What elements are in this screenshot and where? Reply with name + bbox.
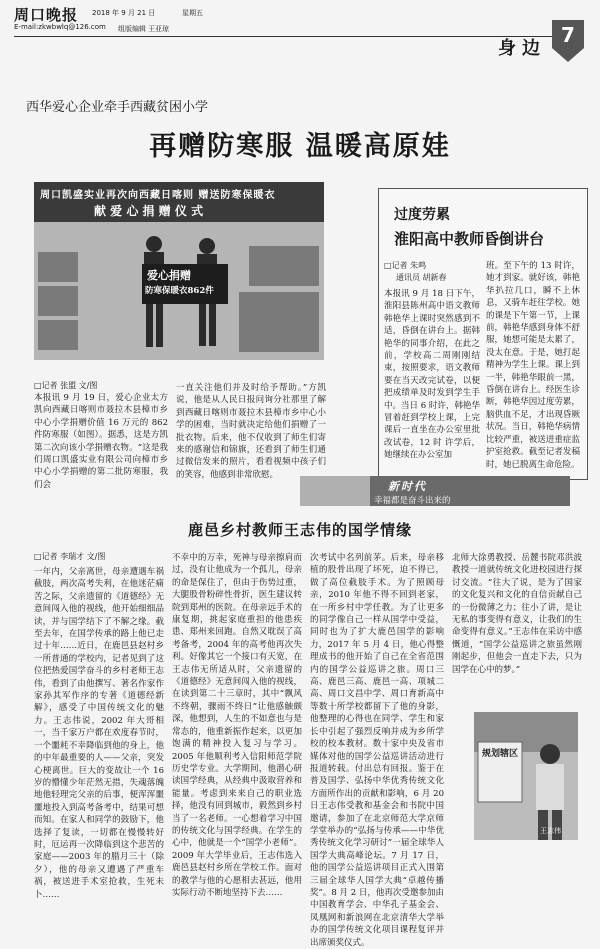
masthead-email: E-mail:zkwbwlq@126.com — [14, 23, 106, 31]
page-number: 7 — [561, 23, 575, 47]
article2-body-col2: 不幸中的万幸，死神与母亲擦肩而过，没有让他成为一个孤儿，母亲的命是保住了，但由于伤势过重，大腿股骨粉碎性骨折，医生建议转院到郑州的医院。在母亲远手术的康复期，挑起家庭重担的他患疾患、郑州来回跑。自然又耽误了高考备考，2004 年的高考他再次失利。好像其它一个接口有天宽，在王志伟无所适从时，父亲遗留的《道德经》无意间闯入他的视线，在读到第二十三章时，其中“飘风不终朝，骤雨不终日”让他感触颇深，他想到，人生的不如意也与是常态的，他重新振作起来，以更加饱满的精神投入复习与学习。2005 年他顺利考入信阳师范学院历史学专业。大学期间，他潜心研读国学经典，从经典中汲取营养和能量。考虑到来来自己的职业选择，他没有回到城市，毅然到乡村当了一名老师。一心想着学习中国的传统文化与国学经典。在学生的心中，他就是一个“国学小老师”。2009 年大学毕业后，王志伟选入鹿邑县赵村乡所在学校工作。面对的教学与他的心愿相去甚远，他用实际行动不断地坚持下去…… — [172, 553, 302, 898]
photo-backdrop-line2: 献 爱 心 捐 赠 仪 式 — [94, 204, 204, 218]
article2-photo — [474, 712, 578, 840]
article2-photo-credit: 王志伟 — [540, 827, 561, 835]
photo-sign-line1: 爱心捐赠 — [147, 269, 191, 282]
sidebar-subtitle: 淮阳高中教师昏倒讲台 — [394, 230, 545, 248]
sidebar-body-col1: 本报讯 9 月 18 日下午，淮阳县陈州高中语文教师韩艳华上课时突然感到不适，昏倒在讲台上。据韩艳华的同事介绍，在此之前，学校高二周刚刚结束，按照要求，语文教师要在当天改完试卷，以便把成绩单及时发到学生手中。当日 6 时许，韩艳华冒着赶到学校上课，上完课后一直坐在办公室里批改试卷，12 时 许学后，她继续在办公室加 — [384, 289, 480, 461]
sidebar-byline-2: 通讯员 胡新春 — [396, 273, 447, 282]
banner-slogan: 幸福都是奋斗出来的 — [374, 496, 451, 506]
photo-backdrop-line1: 周口凯盛实业再次向西藏日喀则 赠送防寒保暖衣 — [40, 190, 276, 201]
article1-headline: 再赠防寒服 温暖高原娃 — [149, 131, 451, 162]
photo2-sign-text: 规划辖区 — [482, 749, 519, 759]
article1-body-col2: 一直关注他们并及时给予帮助。”方凯说，他是从人民日报问询分社那里了解到西藏日喀则市聂拉木县樟市乡中心小学的困难，当时就决定给他们捐赠了一批衣物。后来，他不仅收到了师生们寄来的感谢信和锦旗，还看到了师生们通过微信发来的照片，看看视频中孩子们的笑容，他感到非常欣慰。 — [176, 383, 326, 480]
photo-sign-line2: 防寒保暖衣862件 — [145, 286, 214, 296]
newspaper-logo: 周口晚报 — [14, 6, 79, 24]
article2-body-col4: 北师大徐勇教授、岳麓书院邓洪波教授一道就传统文化进校园进行探讨交流。“往大了说，是为了国家的文化复兴和文化的自信贡献自己的一份微薄之力；往小了讲，是让无私的事变得有意义，让我们的生命变得有意义。”王志伟在采访中感慨道，“国学公益巡讲之旅虽然刚刚起步，但他会一直走下去，只为国学在心中的梦。” — [452, 553, 582, 675]
article2-body-col1: 一年内，父亲离世，母亲遭遇车祸截肢，两次高考失利，在他迷茫痛苦之际，父亲遗留的《道德经》无意间闯入他的视线，他开始细细品读，并与国学结下了不解之缘。截至去年，在国学传承的路上他已走过十年……近日，在鹿邑县赵村乡一所普通的学校内，记者见到了这位把热爱国学奋斗的乡村老师王志伟，看到了由他撰写、著名作家作家孙其军作序的专著《道德经新解》，感受了中国传统文化的魅力。王志伟说，2002 年大哥相一，当千家万户都在欢度春节时，一个噩耗不幸降临到他的身上，他的中年最重要的人——父亲，突发心梗离世。巨大的变故让一个 16 岁的懵懂少年茫然无措，失魂落魄地他轻理完父亲的后事，便浑浑噩噩地投入到高考备考中，结果可想而知。在家人和同学的鼓励下，他选择了复读，一切都在慢慢转好时，厄运再一次降临到这个悲苦的家庭——2003 年的腊月三十（除夕），他的母亲又遭遇了严重车祸，被送进手术室抢救，生死未卜…… — [34, 567, 164, 900]
issue-weekday: 星期五 — [182, 9, 203, 17]
article2-byline: □记者 李瑞才 文/图 — [34, 552, 106, 561]
article2-headline: 鹿邑乡村教师王志伟的国学情缘 — [187, 521, 412, 539]
sidebar-byline: □记者 朱鸣 — [384, 261, 427, 270]
article1-body-col1: 本报讯 9 月 19 日，爱心企业太方凯向西藏日喀则市聂拉木县樟市乡中心小学捐赠价值 16 万元的 862 件防寒服（如图）。据悉，这是方凯第二次向该小学捐赠衣物。“这是我们周口凯盛实业有限公司向樟市乡中心小学捐赠的第二批防寒服，我们会 — [34, 393, 168, 490]
issue-date: 2018 年 9 月 21 日 — [92, 9, 156, 17]
article1-subhead: 西华爱心企业牵手西藏贫困小学 — [26, 100, 209, 115]
sidebar-body-col2: 班。至下午的 13 时许，她才到家。就好该，韩艳华扒拉几口，瞬不上休息，又骑车赶往学校。她的课是下午第一节，上课前，韩艳华感到身体不舒服，她想可能是太累了，没太在意。于是，她打起精神为学生上课。课上到一半，韩艳华眼前一黑，昏倒在讲台上。经医生诊断，韩艳华因过度劳累，脑供血不足，才出现昏厥状况。当日，韩艳华病情比较严重，被送进重症监护室抢救。截至记者发稿时，她已脱离生命危险。 — [486, 261, 580, 470]
section-name: 身边 — [498, 38, 546, 59]
article2-body-col3: 次考试中名列前茅。后来，母亲移植的股骨出现了坏死，迫不得已，做了高位截肢手术。为了照顾母亲，2010 年他不得不回到老家，在一所乡村中学任教。为了让更多的同学像自己一样从国学中受益，同时也为了扩大鹿邑国学的影响力，2017 年 5 月 4 日，他心得整理成书的他开始了自己在全省范围内的国学公益巡讲之旅。周口三高、鹿邑三高、鹿邑一高、项城二高、周口文昌中学、周口育新高中等数十所学校都留下了他的身影，他整理的心得也在同学、学生和家长中引起了强烈反响并成为乡所学校的校本教材。数十家中央及省市媒体对他的国学公益巡讲活动进行报道转载。付出总有回报。鉴于在普及国学、弘扬中华优秀传统文化方面所作出的贡献和影响，6 月 20 日王志伟受教和基金会和书院中国邀请，参加了在北京师范大学京师学堂举办的“弘扬与传承——中华优秀传统文化学习研讨”一届全球华人国学大典高峰论坛。7 月 17 日，他的国学公益巡讲项目正式入围第三届全球华人国学大典“卓越传播奖”。8 月 2 日，他再次受邀参加由中国教育学会、中华孔子基金会、凤凰网和新浪网在北京清华大学举办的国学传统文化项目课程复评并出席颁奖仪式。 — [310, 553, 444, 948]
editor-name: 王亚琼 — [148, 25, 169, 33]
banner-title: 新时代 — [388, 480, 427, 493]
article1-photo — [34, 182, 324, 360]
sidebar-title: 过度劳累 — [394, 207, 450, 223]
article1-byline: □记者 张盟 文/图 — [34, 381, 98, 390]
editor-label: 组版编辑 — [118, 25, 146, 33]
